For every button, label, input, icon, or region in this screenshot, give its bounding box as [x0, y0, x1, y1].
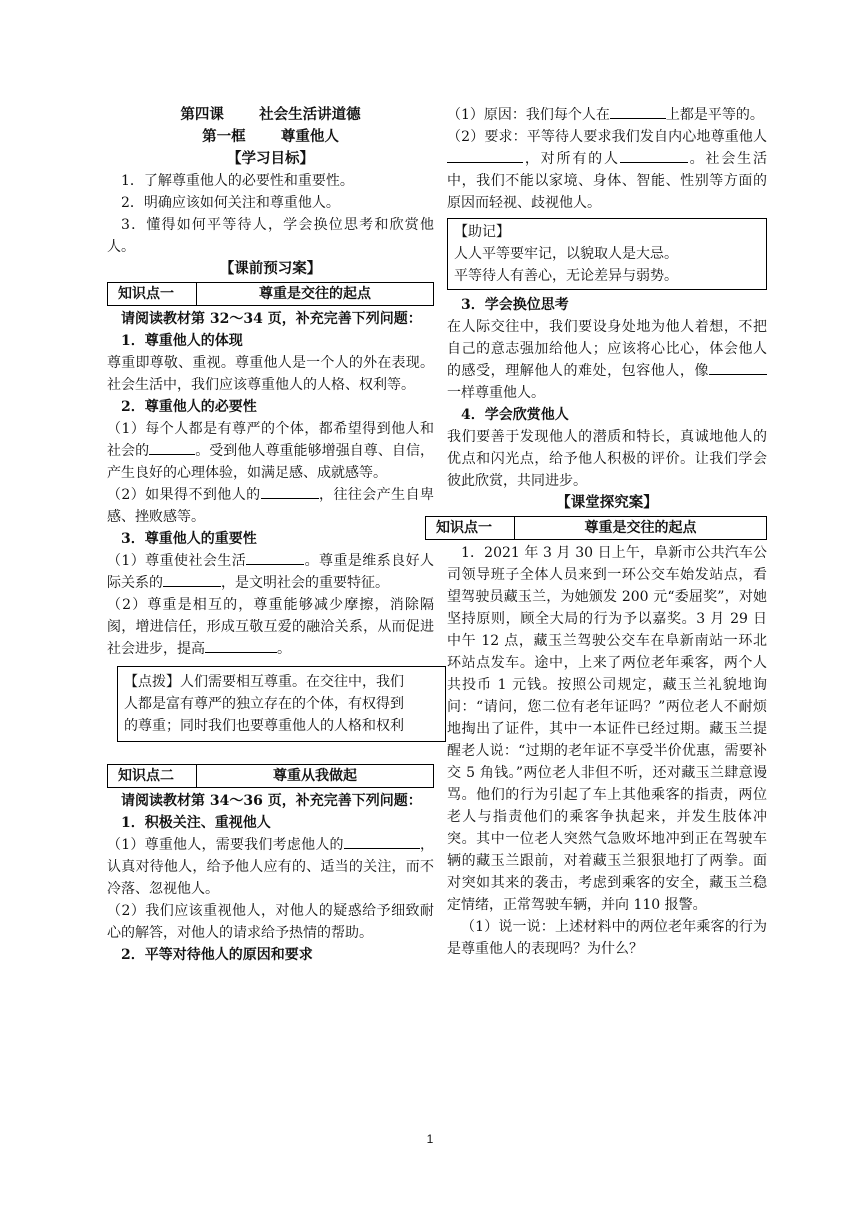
section-heading: 2．平等对待他人的原因和要求 [121, 947, 313, 963]
question: （1）说一说：上述材料中的两位老年乘客的行为是尊重他人的表现吗？为什么？ [447, 919, 767, 957]
knowledge-point-label: 知识点一 [108, 283, 197, 305]
page-number: 1 [426, 1132, 434, 1146]
right-column [436, 104, 768, 960]
paragraph: 在人际交往中，我们要设身处地为他人着想，不把自己的意志强加给他人；应该将心比心，体会他人的感受，理解他人的难处，包容他人，像一样尊重他人。 [447, 319, 767, 401]
section-heading: 3．学会换位思考 [461, 297, 569, 313]
knowledge-point-label: 知识点二 [108, 765, 197, 787]
instruction: 请阅读教材第 32～34 页，补充完善下列问题： [121, 311, 422, 327]
mnemonic-line: 人人平等要牢记，以貌取人是大忌。 [454, 246, 678, 262]
frame-title: 第一框 尊重他人 [202, 128, 339, 145]
knowledge-point-title: 尊重是交往的起点 [584, 520, 697, 536]
tip-line: 人都是富有尊严的独立存在的个体，有权得到 [124, 696, 404, 712]
section-heading: 1．尊重他人的体现 [121, 333, 243, 349]
left-column [107, 104, 434, 966]
paragraph: 尊重即尊敬、重视。尊重他人是一个人的外在表现。社会生活中，我们应该尊重他人的人格、权利等。 [107, 355, 434, 393]
knowledge-point-header [425, 516, 767, 540]
goals-heading: 【学习目标】 [227, 150, 314, 167]
paragraph: （1）每个人都是有尊严的个体，都希望得到他人和社会的 。受到他人尊重能够增强自尊、自信，产生良好的心理体验，如满足感、成就感等。 [107, 421, 435, 481]
knowledge-point-header [107, 282, 434, 306]
paragraph: （1）原因：我们每个人在 上都是平等的。 [447, 107, 764, 123]
paragraph: （1）尊重他人，需要我们考虑他人的 ，认真对待他人，给予他人应有的、适当的关注，而不冷落、忽视他人。 [107, 837, 435, 897]
paragraph: （2）我们应该重视他人，对他人的疑惑给予细致耐心的解答，对他人的请求给予热情的帮助。 [107, 903, 434, 941]
paragraph: （1）尊重使社会生活 。尊重是维系良好人际关系的 ，是文明社会的重要特征。 [107, 553, 434, 591]
paragraph: 我们要善于发现他人的潜质和特长，真诚地他人的优点和闪光点，给予他人积极的评价。让我们学会彼此欣赏，共同进步。 [447, 429, 767, 489]
mnemonic-line: 平等待人有善心，无论差异与弱势。 [454, 268, 678, 284]
knowledge-point-title: 尊重从我做起 [273, 768, 357, 784]
goal-item: 2．明确应该如何关注和尊重他人。 [121, 195, 340, 211]
section-heading: 1．积极关注、重视他人 [121, 815, 271, 831]
paragraph: （2）尊重是相互的，尊重能够减少摩擦，消除隔阂，增进信任，形成互敬互爱的融洽关系，从而促进社会进步，提高 。 [107, 597, 434, 657]
tip-line: 的尊重；同时我们也要尊重他人的人格和权利 [124, 718, 404, 734]
paragraph: （2）如果得不到他人的 ，往往会产生自卑感、挫败感等。 [107, 487, 434, 525]
instruction: 请阅读教材第 34～36 页，补充完善下列问题： [121, 793, 422, 809]
mnemonic-heading: 【助记】 [454, 224, 510, 240]
story-paragraph: 1．2021 年 3 月 30 日上午，阜新市公共汽车公司领导班子全体人员来到一环公交车始发站点，看望驾驶员藏玉兰，为她颁发 200 元“委屈奖”，对她坚持原则，顾全大局的行为予以嘉奖。3 月 29 日中午 12 点，藏玉兰驾驶公交车在阜新南站一环北环站点发车。途中，上来了两位老年乘客，两个人共投币 1 元钱。按照公司规定，藏玉兰礼貌地询问：“请问，您二位有老年证吗？”两位老人不耐烦地掏出了证件，其中一本证件已经过期。藏玉兰提醒老人说：“过期的老年证不享受半价优惠，需要补交 5 角钱。”两位老人非但不听，还对藏玉兰肆意谩骂。他们的行为引起了车上其他乘客的指责，两位老人与指责他们的乘客争执起来，并发生肢体冲突。其中一位老人突然气急败坏地冲到正在驾驶车辆的藏玉兰跟前，对着藏玉兰狠狠地打了两拳。面对突如其来的袭击，考虑到乘客的安全，藏玉兰稳定情绪，正常驾驶车辆，并向 110 报警。 [447, 545, 767, 913]
mnemonic-box [447, 218, 767, 290]
section-heading: 3．尊重他人的重要性 [121, 531, 257, 547]
knowledge-point-label: 知识点一 [426, 517, 515, 539]
goal-item: 3．懂得如何平等待人，学会换位思考和欣赏他人。 [107, 217, 434, 255]
tip-box [117, 666, 446, 742]
paragraph: （2）要求：平等待人要求我们发自内心地尊重他人，对所有的人 。社会生活中，我们不能以家境、身体、智能、性别等方面的原因而轻视、歧视他人。 [447, 129, 768, 211]
lesson-title: 第四课 社会生活讲道德 [180, 106, 361, 123]
section-heading: 4．学会欣赏他人 [461, 407, 569, 423]
tip-line: 【点拨】人们需要相互尊重。在交往中，我们 [124, 674, 404, 690]
knowledge-point-title: 尊重是交往的起点 [259, 286, 371, 302]
knowledge-point-header [107, 764, 434, 788]
preview-heading: 【课前预习案】 [219, 260, 322, 277]
section-heading: 2．尊重他人的必要性 [121, 399, 257, 415]
inquiry-heading: 【课堂探究案】 [556, 494, 658, 511]
goal-item: 1．了解尊重他人的必要性和重要性。 [121, 173, 354, 189]
